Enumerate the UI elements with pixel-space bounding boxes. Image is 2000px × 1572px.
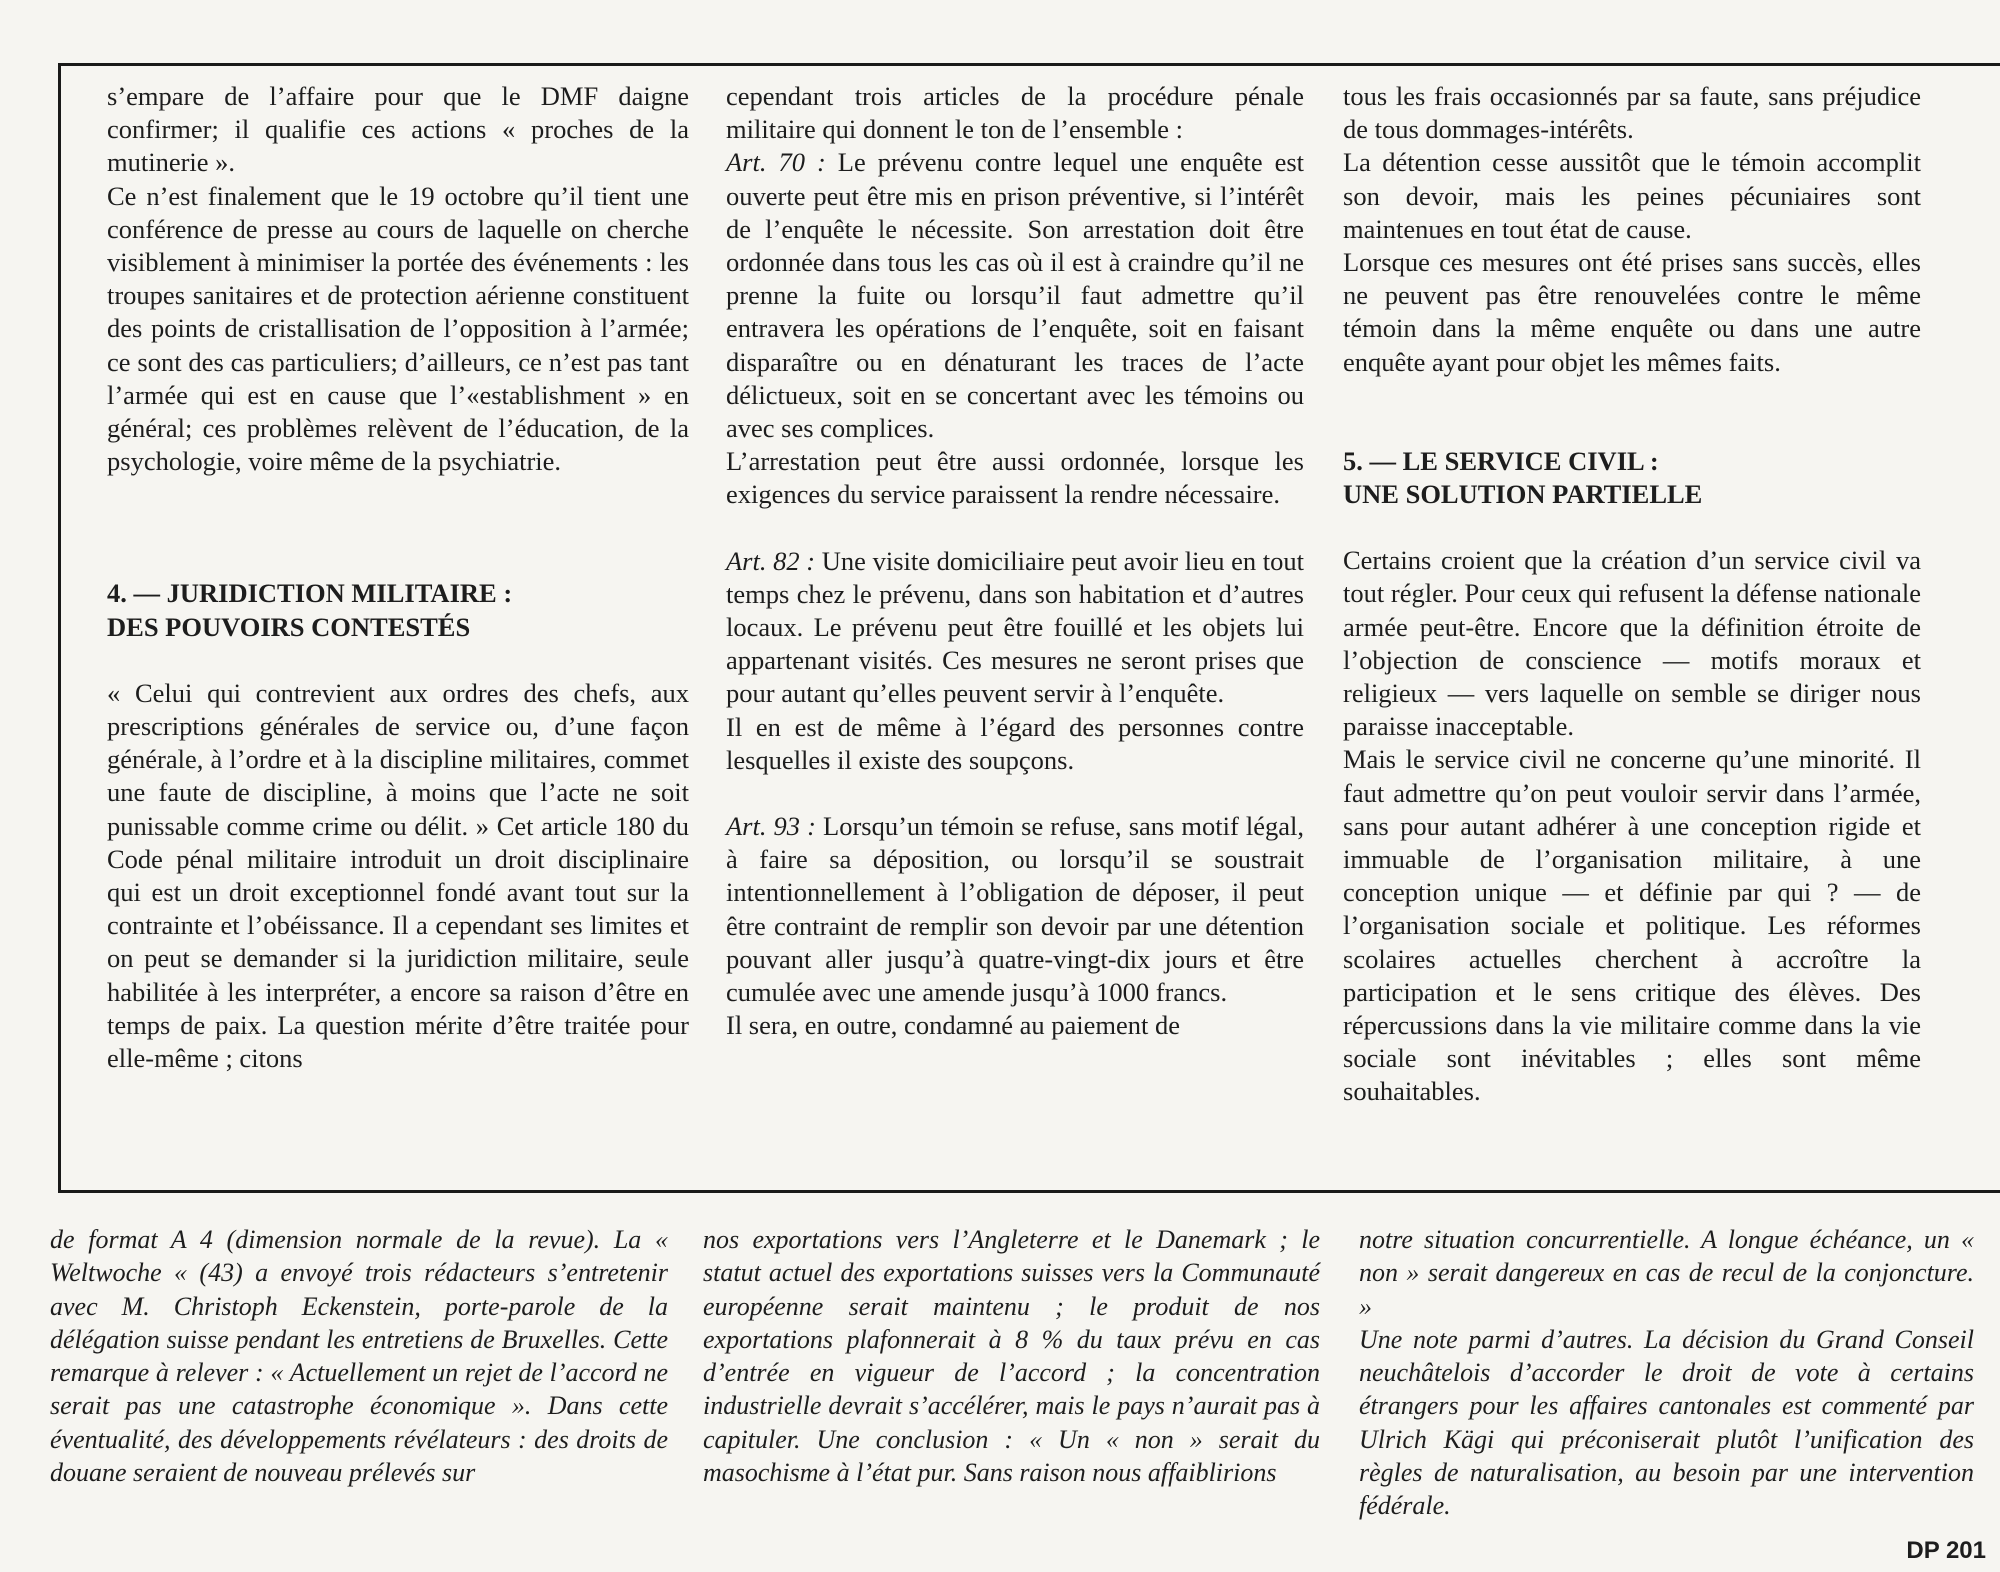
article-70 bbox=[726, 146, 1304, 445]
article-label: Art. 82 : bbox=[726, 545, 816, 576]
heading-line: 4. — JURIDICTION MILITAIRE : bbox=[107, 578, 513, 609]
heading-line: DES POUVOIRS CONTESTÉS bbox=[107, 611, 471, 642]
footer-column-2 bbox=[703, 1223, 1320, 1489]
paragraph: s’empare de l’affaire pour que le DMF daigne confirmer; il qualifie ces actions « proches de la mutinerie ». bbox=[107, 81, 689, 178]
paragraph: Lorsque ces mesures ont été prises sans succès, elles ne peuvent pas être renouvelées contre le même témoin dans la même enquête ou dans une autre enquête ayant pour objet les mêmes faits. bbox=[1343, 247, 1921, 377]
heading-line: UNE SOLUTION PARTIELLE bbox=[1343, 479, 1703, 510]
paragraph: nos exportations vers l’Angleterre et le Danemark ; le statut actuel des exportations suisses vers la Communauté européenne serait maintenu ; le produit de nos exportations plafonnerait à 8 % du taux prévu en cas d’entrée en vigueur de l’accord ; la concentration industrielle devrait s’accélérer, mais le pays n’aurait pas à capituler. Une conclusion : « Un « non » serait du masochisme à l’état pur. Sans raison nous affaiblirions bbox=[703, 1225, 1320, 1488]
article-text: Une visite domiciliaire peut avoir lieu en tout temps chez le prévenu, dans son habitation et d’autres locaux. Le prévenu peut être fouillé et les objets lui appartenant visités. Ces mesures ne seront prises que pour autant qu’elles peuvent servir à l’enquête. bbox=[726, 545, 1304, 709]
article-label: Art. 93 : bbox=[726, 811, 816, 842]
paragraph: « Celui qui contrevient aux ordres des chefs, aux prescriptions générales de service ou, d’une façon générale, à l’ordre et à la discipline militaires, commet une faute de discipline, à moins que l’acte ne soit punissable comme crime ou délit. » Cet article 180 du Code pénal militaire introduit un droit disciplinaire qui est un droit exceptionnel fondé avant tout sur la contrainte et l’obéissance. Il a cependant ses limites et on peut se demander si la juridiction militaire, seule habilitée à les interpréter, a encore sa raison d’être en temps de paix. La question mérite d’être traitée pour elle-même ; citons bbox=[107, 677, 689, 1074]
section-heading-5 bbox=[1343, 445, 1921, 511]
column-3 bbox=[1343, 80, 1921, 1109]
paragraph: L’arrestation peut être aussi ordonnée, lorsque les exigences du service paraissent la rendre nécessaire. bbox=[726, 446, 1304, 510]
article-label: Art. 70 : bbox=[726, 147, 826, 178]
paragraph: de format A 4 (dimension normale de la revue). La « Weltwoche « (43) a envoyé trois rédacteurs s’entretenir avec M. Christoph Eckenstein, porte-parole de la délégation suisse pendant les entretiens de Bruxelles. Cette remarque à relever : « Actuellement un rejet de l’accord ne serait pas une catastrophe économique ». Dans cette éventualité, des développements révélateurs : des droits de douane seraient de nouveau prélevés sur bbox=[50, 1225, 668, 1488]
column-2 bbox=[726, 80, 1304, 1042]
article-82 bbox=[726, 545, 1304, 711]
paragraph: Une note parmi d’autres. La décision du Grand Conseil neuchâtelois d’accorder le droit de vote à certains étrangers pour les affaires cantonales est commenté par Ulrich Kägi qui préconiserait plutôt l’unification des règles de naturalisation, au besoin par une intervention fédérale. bbox=[1359, 1324, 1974, 1521]
column-1 bbox=[107, 80, 689, 1075]
article-93 bbox=[726, 810, 1304, 1009]
paragraph: La détention cesse aussitôt que le témoin accomplit son devoir, mais les peines pécuniaires sont maintenues en tout état de cause. bbox=[1343, 147, 1921, 244]
paragraph: Mais le service civil ne concerne qu’une minorité. Il faut admettre qu’on peut vouloir servir dans l’armée, sans pour autant adhérer à une conception rigide et immuable de l’organisation militaire, à une conception unique — et définie par qui ? — de l’organisation sociale et politique. Les réformes scolaires actuelles cherchent à accroître la participation et le sens critique des élèves. Des répercussions dans la vie militaire comme dans la vie sociale sont inévitables ; elles sont même souhaitables. bbox=[1343, 744, 1921, 1107]
section-heading-4 bbox=[107, 577, 689, 643]
paragraph: Il sera, en outre, condamné au paiement de bbox=[726, 1010, 1180, 1041]
article-text: Le prévenu contre lequel une enquête est ouverte peut être mis en prison préventive, si l’intérêt de l’enquête le nécessite. Son arrestation doit être ordonnée dans tous les cas où il est à craindre qu’il ne prenne la fuite ou lorsqu’il faut admettre qu’il entravera les opérations de l’enquête, soit en faisant disparaître ou en dénaturant les traces de l’acte délictueux, soit en se concertant avec les témoins ou avec ses complices. bbox=[726, 147, 1305, 444]
footer-column-3 bbox=[1359, 1223, 1974, 1523]
paragraph: Certains croient que la création d’un service civil va tout régler. Pour ceux qui refusent la défense nationale armée peut-être. Encore que la définition étroite de l’objection de conscience — motifs moraux et religieux — vers laquelle on semble se diriger nous paraisse inacceptable. bbox=[1343, 545, 1921, 742]
article-text: Lorsqu’un témoin se refuse, sans motif légal, à faire sa déposition, ou lorsqu’il se soustrait intentionnellement à l’obligation de déposer, il peut être contraint de remplir son devoir par une détention pouvant aller jusqu’à quatre-vingt-dix jours et être cumulée avec une amende jusqu’à 1000 francs. bbox=[726, 811, 1305, 1008]
paragraph: notre situation concurrentielle. A longue échéance, un « non » serait dangereux en cas de recul de la conjoncture. » bbox=[1359, 1225, 1974, 1321]
paragraph: tous les frais occasionnés par sa faute, sans préjudice de tous dommages-intérêts. bbox=[1343, 81, 1921, 145]
heading-line: 5. — LE SERVICE CIVIL : bbox=[1343, 445, 1659, 476]
paragraph: Il en est de même à l’égard des personnes contre lesquelles il existe des soupçons. bbox=[726, 711, 1304, 775]
paragraph: cependant trois articles de la procédure pénale militaire qui donnent le ton de l’ensemble : bbox=[726, 81, 1304, 145]
footer-column-1 bbox=[50, 1223, 668, 1489]
page-number: DP 201 bbox=[1906, 1537, 1986, 1564]
paragraph: Ce n’est finalement que le 19 octobre qu’il tient une conférence de presse au cours de laquelle on cherche visiblement à minimiser la portée des événements : les troupes sanitaires et de protection aérienne constituent des points de cristallisation de l’opposition à l’armée; ce sont des cas particuliers; d’ailleurs, ce n’est pas tant l’armée qui est en cause que l’«establishment » en général; ces problèmes relèvent de l’éducation, de la psychologie, voire même de la psychiatrie. bbox=[107, 180, 689, 477]
